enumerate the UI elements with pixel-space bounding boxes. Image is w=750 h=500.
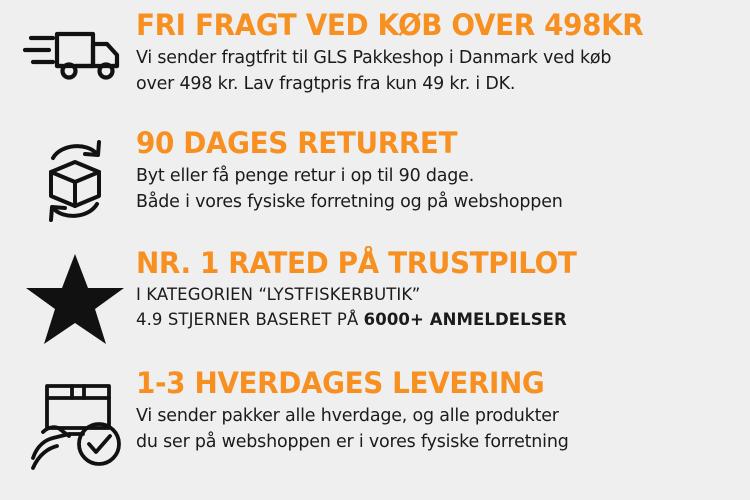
feature-title: FRI FRAGT VED KØB OVER 498KR [136,8,644,42]
feature-rating-line [136,308,722,332]
feature-line: I KATEGORIEN “LYSTFISKERBUTIK” [136,285,421,306]
feature-text [136,8,740,97]
feature-row [0,246,750,366]
feature-text [136,126,740,215]
rating-prefix: 4.9 STJERNER BASERET PÅ [136,309,364,330]
star-icon [14,246,136,348]
feature-row [0,126,750,246]
feature-text [136,366,740,455]
feature-row [0,366,750,496]
feature-title: 90 DAGES RETURRET [136,126,458,160]
feature-line: Byt eller få penge retur i op til 90 dage. [136,165,475,187]
feature-line: du ser på webshoppen er i vores fysiske forretning [136,430,569,452]
hand-package-check-icon [14,366,136,472]
feature-line: over 498 kr. Lav fragtpris fra kun 49 kr. i DK. [136,72,516,94]
feature-line: Vi sender pakker alle hverdage, og alle produkter [136,405,559,427]
delivery-truck-icon [14,8,136,86]
feature-row [0,8,750,126]
return-box-icon [14,126,136,230]
feature-title: NR. 1 RATED PÅ TRUSTPILOT [136,246,577,280]
feature-title: 1-3 HVERDAGES LEVERING [136,366,545,400]
feature-line: Vi sender fragtfrit til GLS Pakkeshop i Danmark ved køb [136,47,612,69]
rating-count: 6000+ ANMELDELSER [363,309,567,330]
feature-line: Både i vores fysiske forretning og på webshoppen [136,190,563,212]
feature-text [136,246,740,332]
